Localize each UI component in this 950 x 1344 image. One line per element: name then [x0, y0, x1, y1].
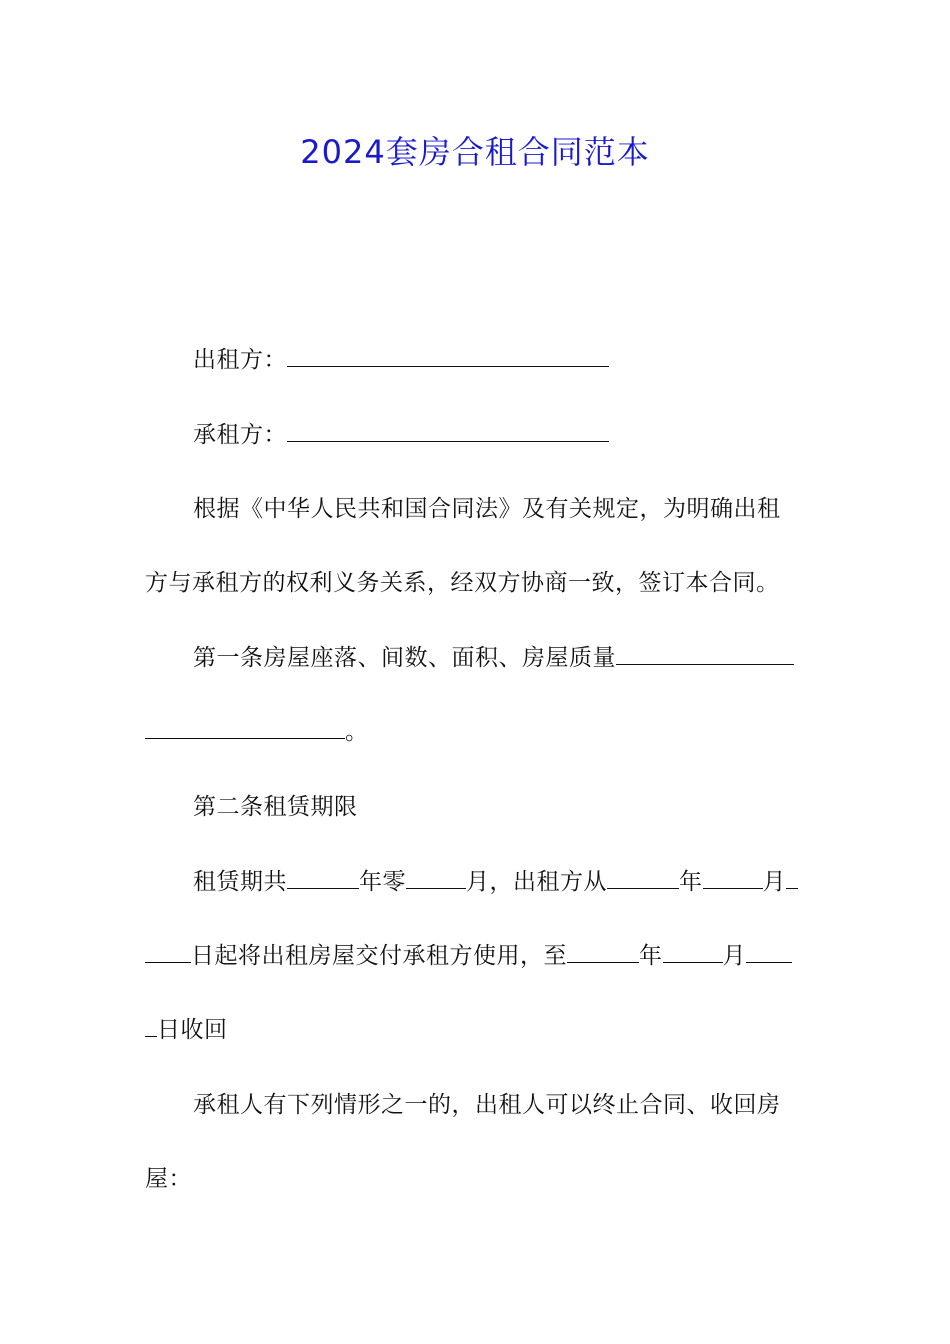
term-line-2 [145, 940, 792, 972]
end-year-blank[interactable] [567, 940, 639, 963]
term-line-3 [145, 1014, 228, 1046]
term-text-3: 月，出租方从 [466, 869, 607, 895]
term-text-2: 年零 [359, 869, 406, 895]
article1-blank-1[interactable] [616, 642, 794, 665]
article1-line-2 [145, 716, 369, 748]
term-text-5: 月 [762, 869, 786, 895]
article1-line [193, 642, 794, 674]
lessor-label: 出租方： [193, 347, 287, 373]
start-day-blank-b[interactable] [145, 940, 191, 963]
term-text-9: 日收回 [157, 1017, 228, 1043]
term-text-8: 月 [722, 943, 746, 969]
start-month-blank[interactable] [703, 866, 763, 889]
article1-text: 第一条房屋座落、间数、面积、房屋质量 [193, 645, 616, 671]
article2-heading: 第二条租赁期限 [193, 794, 358, 820]
intro-line-2: 方与承租方的权利义务关系，经双方协商一致，签订本合同。 [145, 570, 780, 596]
lessee-label: 承租方： [193, 422, 287, 448]
article1-end: 。 [345, 719, 369, 745]
lessor-line [193, 344, 609, 376]
start-day-blank-a[interactable] [786, 866, 798, 889]
article1-blank-2[interactable] [145, 716, 345, 739]
end-day-blank-a[interactable] [746, 940, 792, 963]
document-title: 2024套房合租合同范本 [300, 133, 650, 171]
term-text-7: 年 [639, 943, 663, 969]
intro-line-1: 根据《中华人民共和国合同法》及有关规定，为明确出租 [193, 496, 781, 522]
term-text-6: 日起将出租房屋交付承租方使用，至 [191, 943, 567, 969]
term-text-4: 年 [679, 869, 703, 895]
termination-line-1: 承租人有下列情形之一的，出租人可以终止合同、收回房 [193, 1092, 781, 1118]
end-day-blank-b[interactable] [145, 1014, 157, 1037]
term-months-blank[interactable] [406, 866, 466, 889]
start-year-blank[interactable] [607, 866, 679, 889]
lessor-blank[interactable] [287, 344, 609, 367]
termination-line-2: 屋： [145, 1166, 192, 1192]
term-line-1 [193, 866, 798, 898]
term-text-1: 租赁期共 [193, 869, 287, 895]
lessee-blank[interactable] [287, 419, 609, 442]
lessee-line [193, 419, 609, 451]
end-month-blank[interactable] [663, 940, 723, 963]
term-years-blank[interactable] [287, 866, 359, 889]
